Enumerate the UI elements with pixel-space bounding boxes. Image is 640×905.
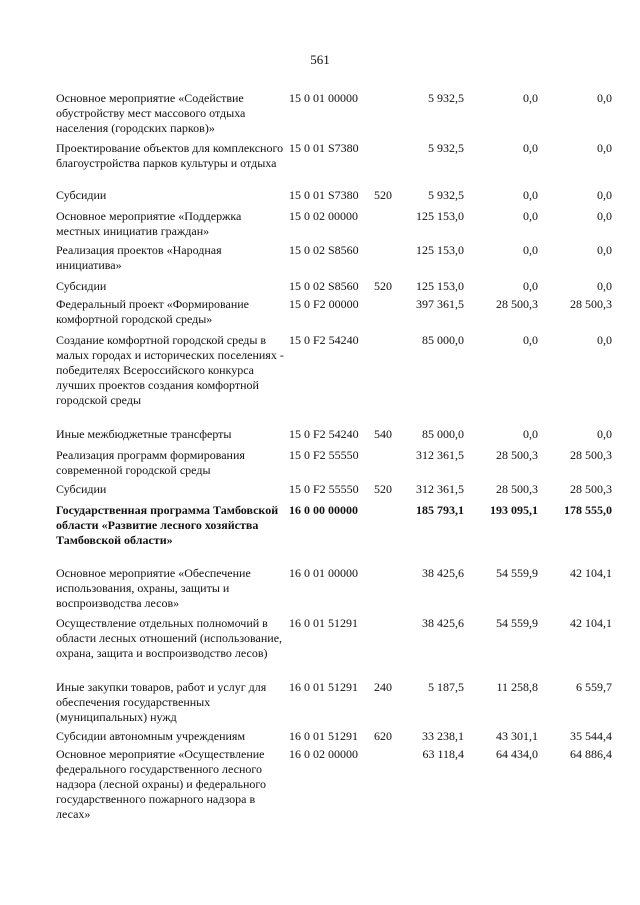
row-expense-type: 540 [374,427,392,441]
row-value-year-3: 0,0 [597,91,612,105]
row-name: Основное мероприятие «Поддержка местных инициатив граждан» [56,209,242,238]
row-name: Осуществление отдельных полномочий в области лесных отношений (использование, охрана, защита и воспроизводство лесов) [56,616,283,660]
row-name: Создание комфортной городской среды в малых городах и исторических поселениях - победителях Всероссийского конкурса лучших проектов создания комфортной городской среды [56,333,284,407]
row-value-year-3: 64 886,4 [570,747,612,761]
row-value-year-1: 5 187,5 [428,680,464,694]
row-code: 15 0 F2 54240 [289,427,359,441]
row-value-year-2: 0,0 [523,209,538,223]
row-value-year-3: 0,0 [597,209,612,223]
row-value-year-1: 312 361,5 [416,482,464,496]
row-value-year-2: 0,0 [523,91,538,105]
row-code: 15 0 F2 00000 [289,297,359,311]
row-expense-type: 620 [374,729,392,743]
row-value-year-2: 0,0 [523,279,538,293]
row-code: 15 0 F2 54240 [289,333,359,347]
row-value-year-3: 178 555,0 [564,503,612,517]
row-value-year-1: 397 361,5 [416,297,464,311]
row-value-year-2: 193 095,1 [490,503,538,517]
row-name: Иные закупки товаров, работ и услуг для обеспечения государственных (муниципальных) нужд [56,680,267,724]
row-value-year-1: 5 932,5 [428,91,464,105]
row-value-year-2: 54 559,9 [496,616,538,630]
row-code: 15 0 01 S7380 [289,141,359,155]
row-value-year-2: 11 258,8 [496,680,538,694]
row-value-year-2: 43 301,1 [496,729,538,743]
row-code: 16 0 01 00000 [289,566,358,580]
row-code: 15 0 02 S8560 [289,279,359,293]
row-name: Реализация проектов «Народная инициатива» [56,243,222,272]
row-name: Федеральный проект «Формирование комфортной городской среды» [56,297,250,326]
row-name: Субсидии [56,279,107,293]
row-value-year-1: 63 118,4 [422,747,464,761]
row-value-year-3: 28 500,3 [570,297,612,311]
row-value-year-2: 0,0 [523,333,538,347]
row-value-year-3: 0,0 [597,333,612,347]
row-name: Иные межбюджетные трансферты [56,427,232,441]
row-value-year-1: 33 238,1 [422,729,464,743]
row-value-year-3: 0,0 [597,279,612,293]
row-name: Проектирование объектов для комплексного благоустройства парков культуры и отдыха [56,141,284,170]
row-code: 16 0 01 51291 [289,680,358,694]
row-value-year-2: 28 500,3 [496,448,538,462]
row-code: 15 0 02 S8560 [289,243,359,257]
row-code: 16 0 00 00000 [289,503,358,517]
row-value-year-3: 28 500,3 [570,448,612,462]
row-name: Реализация программ формирования современной городской среды [56,448,245,477]
row-name: Субсидии [56,188,107,202]
row-value-year-1: 85 000,0 [422,333,464,347]
row-name: Субсидии [56,482,107,496]
row-value-year-2: 28 500,3 [496,297,538,311]
row-value-year-2: 0,0 [523,188,538,202]
row-value-year-1: 125 153,0 [416,279,464,293]
row-code: 16 0 01 51291 [289,616,358,630]
page-number: 561 [310,52,330,67]
row-value-year-2: 54 559,9 [496,566,538,580]
row-value-year-3: 0,0 [597,141,612,155]
row-value-year-3: 6 559,7 [576,680,612,694]
row-value-year-3: 28 500,3 [570,482,612,496]
row-value-year-3: 0,0 [597,427,612,441]
row-name: Субсидии автономным учреждениям [56,729,246,743]
row-name: Основное мероприятие «Осуществление федерального государственного лесного надзора (лесной охраны) и федерального государственного пожарного надзора в лесах» [56,747,267,821]
row-value-year-2: 64 434,0 [496,747,538,761]
row-value-year-1: 125 153,0 [416,243,464,257]
row-name: Государственная программа Тамбовской области «Развитие лесного хозяйства Тамбовской области» [56,503,279,547]
row-value-year-1: 312 361,5 [416,448,464,462]
row-value-year-2: 0,0 [523,243,538,257]
row-expense-type: 520 [374,188,392,202]
row-code: 15 0 F2 55550 [289,448,359,462]
row-value-year-1: 125 153,0 [416,209,464,223]
row-value-year-2: 28 500,3 [496,482,538,496]
row-value-year-3: 42 104,1 [570,616,612,630]
row-code: 15 0 01 S7380 [289,188,359,202]
row-value-year-3: 0,0 [597,188,612,202]
row-value-year-3: 0,0 [597,243,612,257]
row-value-year-1: 5 932,5 [428,141,464,155]
row-expense-type: 520 [374,482,392,496]
row-value-year-1: 85 000,0 [422,427,464,441]
row-name: Основное мероприятие «Содействие обустройству мест массового отдыха населения (городских парков)» [56,91,246,135]
row-value-year-1: 185 793,1 [416,503,464,517]
row-code: 15 0 02 00000 [289,209,358,223]
row-value-year-1: 38 425,6 [422,616,464,630]
row-value-year-2: 0,0 [523,427,538,441]
row-expense-type: 520 [374,279,392,293]
row-code: 15 0 F2 55550 [289,482,359,496]
row-expense-type: 240 [374,680,392,694]
row-code: 15 0 01 00000 [289,91,358,105]
row-value-year-1: 38 425,6 [422,566,464,580]
row-value-year-3: 35 544,4 [570,729,612,743]
row-value-year-2: 0,0 [523,141,538,155]
row-name: Основное мероприятие «Обеспечение использования, охраны, защиты и воспроизводства лесов» [56,566,251,610]
row-code: 16 0 01 51291 [289,729,358,743]
row-code: 16 0 02 00000 [289,747,358,761]
row-value-year-1: 5 932,5 [428,188,464,202]
row-value-year-3: 42 104,1 [570,566,612,580]
